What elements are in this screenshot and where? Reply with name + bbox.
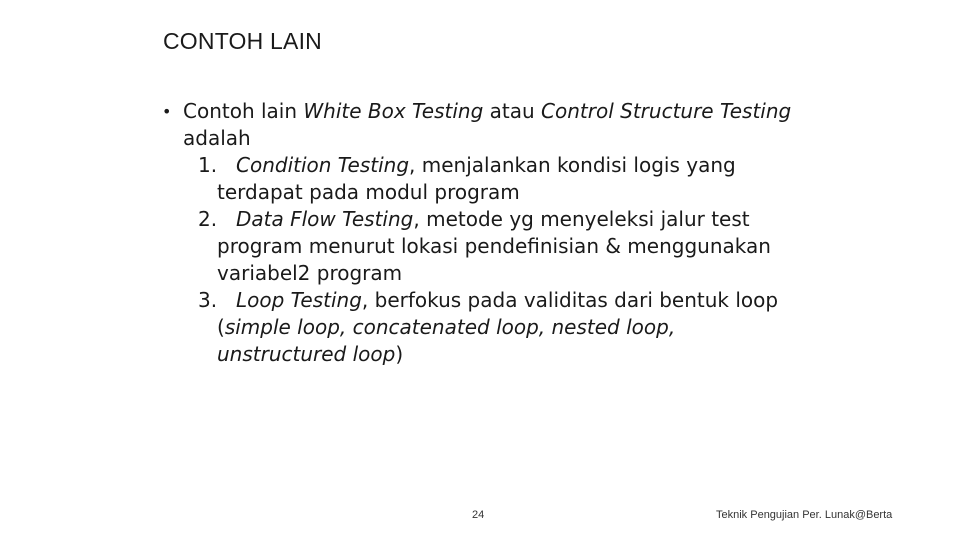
list-item-italic: Data Flow Testing (236, 207, 414, 231)
list-item-italic-2: simple loop, concatenated loop, nested loop, unstructured loop (217, 315, 676, 366)
intro-text-2: atau (483, 99, 542, 123)
intro-text: Contoh lain (183, 99, 304, 123)
intro-paragraph (162, 98, 802, 152)
list-item-italic: Loop Testing (236, 288, 362, 312)
list-item (198, 206, 802, 287)
list-item-text: , metode yg menyeleksi jalur test program menurut lokasi pendefinisian & menggunakan variabel2 program (217, 207, 771, 285)
list-item (198, 152, 802, 206)
intro-italic-2: Control Structure Testing (541, 99, 792, 123)
intro-text-3: adalah (183, 126, 251, 150)
list-number: 1. (198, 153, 218, 177)
list-item-italic: Condition Testing (236, 153, 410, 177)
intro-italic-1: White Box Testing (303, 99, 484, 123)
slide-body (162, 98, 802, 368)
footer-text: Teknik Pengujian Per. Lunak@Berta (716, 509, 893, 521)
testing-list (198, 152, 802, 368)
list-item-text-2: ) (395, 342, 404, 366)
list-number: 2. (198, 207, 218, 231)
bullet-icon: • (162, 102, 172, 121)
list-item (198, 287, 802, 368)
slide-title: CONTOH LAIN (163, 28, 322, 54)
list-item-text: , menjalankan kondisi logis yang terdapat pada modul program (217, 153, 736, 204)
list-item-text: , berfokus pada validitas dari bentuk loop ( (217, 288, 779, 339)
page-number: 24 (472, 509, 485, 521)
list-number: 3. (198, 288, 218, 312)
